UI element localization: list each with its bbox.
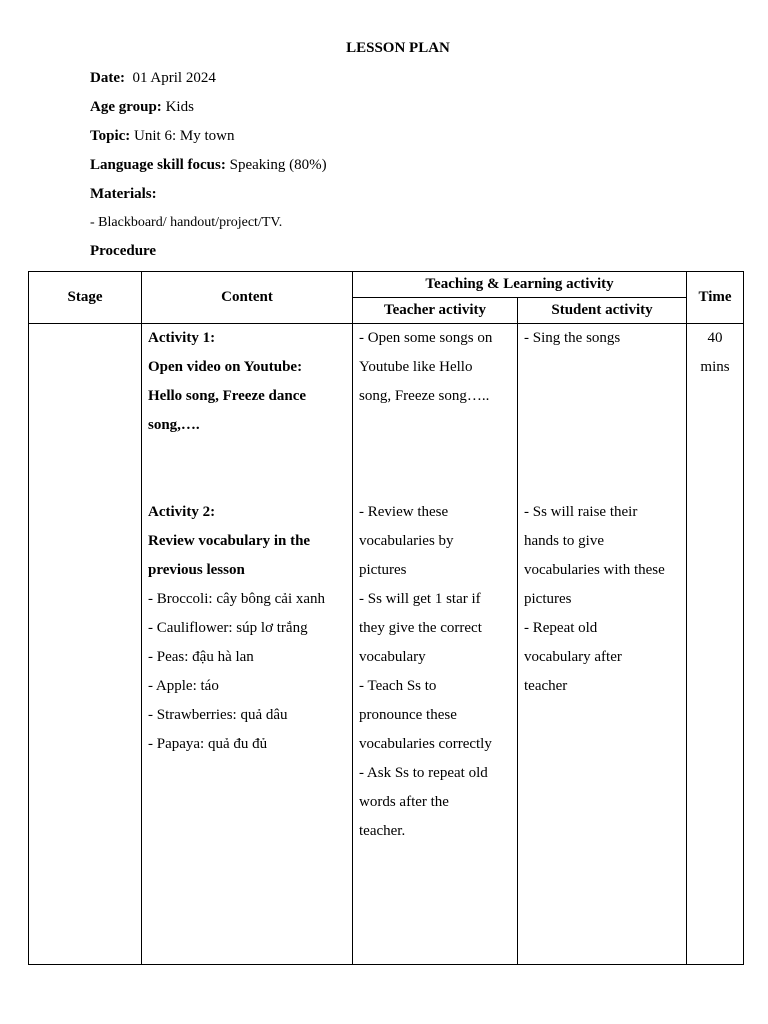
- header-stage: Stage: [29, 272, 142, 324]
- procedure-label: Procedure: [90, 243, 157, 259]
- time-cell: [687, 324, 744, 965]
- skill-focus-value: Speaking (80%): [229, 157, 327, 173]
- table-row: [29, 324, 744, 965]
- date-label: Date:: [90, 70, 125, 86]
- student-line: pictures: [524, 591, 572, 607]
- vocab-item: - Apple: táo: [148, 678, 219, 694]
- time-unit: mins: [700, 359, 730, 375]
- student-line: vocabulary after: [524, 649, 622, 665]
- teacher-line: - Ss will get 1 star if: [359, 591, 481, 607]
- teacher-line: vocabularies by: [359, 533, 454, 549]
- vocab-item: - Papaya: quả đu đủ: [148, 736, 268, 752]
- content-line: song,….: [148, 417, 200, 433]
- age-group-label: Age group:: [90, 99, 162, 115]
- date-line: [90, 70, 216, 87]
- teacher-line: words after the: [359, 794, 449, 810]
- topic-line: [90, 128, 234, 145]
- time-value: 40: [707, 330, 723, 346]
- vocab-item: - Broccoli: cây bông cải xanh: [148, 591, 326, 607]
- header-time: Time: [687, 272, 744, 324]
- teacher-line: Youtube like Hello: [359, 359, 473, 375]
- teacher-activity-cell: [353, 324, 518, 965]
- skill-focus-line: [90, 157, 327, 174]
- skill-focus-label: Language skill focus:: [90, 157, 226, 173]
- materials-line: [90, 186, 157, 203]
- header-teacher-activity: Teacher activity: [353, 298, 518, 324]
- materials-item: - Blackboard/ handout/project/TV.: [90, 215, 283, 230]
- content-cell: [142, 324, 353, 965]
- table-header-row: [29, 272, 744, 298]
- teacher-line: - Open some songs on: [359, 330, 493, 346]
- student-line: - Sing the songs: [524, 330, 621, 346]
- procedure-table: [28, 271, 744, 965]
- teacher-line: vocabularies correctly: [359, 736, 492, 752]
- stage-cell: [29, 324, 142, 965]
- teacher-line: pronounce these: [359, 707, 457, 723]
- teacher-line: pictures: [359, 562, 407, 578]
- teacher-line: - Teach Ss to: [359, 678, 437, 694]
- teacher-line: song, Freeze song…..: [359, 388, 490, 404]
- topic-value: Unit 6: My town: [134, 128, 235, 144]
- teacher-line: vocabulary: [359, 649, 426, 665]
- student-activity-cell: [518, 324, 687, 965]
- activity-2-title: Activity 2:: [148, 504, 216, 520]
- header-student-activity: Student activity: [518, 298, 687, 324]
- content-line: previous lesson: [148, 562, 245, 578]
- student-line: - Repeat old: [524, 620, 598, 636]
- student-line: - Ss will raise their: [524, 504, 638, 520]
- student-line: vocabularies with these: [524, 562, 665, 578]
- date-value: 01 April 2024: [132, 70, 216, 86]
- header-teaching-learning-activity: Teaching & Learning activity: [353, 272, 687, 298]
- teacher-line: - Ask Ss to repeat old: [359, 765, 488, 781]
- student-line: teacher: [524, 678, 568, 694]
- content-line: Review vocabulary in the: [148, 533, 311, 549]
- student-line: hands to give: [524, 533, 604, 549]
- age-group-value: Kids: [165, 99, 194, 115]
- vocab-item: - Strawberries: quả dâu: [148, 707, 288, 723]
- activity-1-title: Activity 1:: [148, 330, 216, 346]
- page-title: LESSON PLAN: [346, 40, 450, 56]
- vocab-item: - Cauliflower: súp lơ trắng: [148, 620, 308, 636]
- teacher-line: teacher.: [359, 823, 406, 839]
- teacher-line: they give the correct: [359, 620, 482, 636]
- procedure-line: [90, 243, 156, 260]
- content-line: Hello song, Freeze dance: [148, 388, 307, 404]
- header-content: Content: [142, 272, 353, 324]
- vocab-item: - Peas: đậu hà lan: [148, 649, 254, 665]
- age-group-line: [90, 99, 194, 116]
- topic-label: Topic:: [90, 128, 131, 144]
- teacher-line: - Review these: [359, 504, 449, 520]
- materials-label: Materials:: [90, 186, 157, 202]
- content-line: Open video on Youtube:: [148, 359, 303, 375]
